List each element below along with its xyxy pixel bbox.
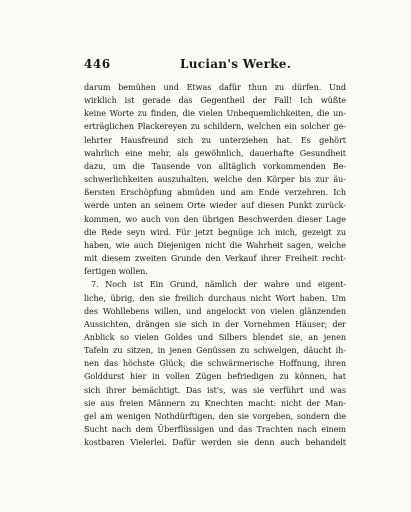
text-line: Anblick so vielen Goldes und Silbers blendet sie, an jenen (84, 331, 346, 342)
page-number: 446 (84, 57, 111, 71)
text-line: des Wohllebens willen, und angelockt von vielen glänzenden (84, 305, 346, 316)
text-line: Golddurst hier in vollen Zügen befriedigen zu können, hat (84, 371, 346, 382)
text-line: sich ihrer bemächtigt. Das ist's, was sie verführt und was (84, 384, 346, 395)
text-line: Aussichten, drängen sie sich in der Vornehmen Häuser; der (84, 318, 346, 329)
text-line: ßersten Erschöpfung abmüden und am Ende verzehren. Ich (84, 187, 346, 198)
text-line: darum bemühen und Etwas dafür thun zu dürfen. Und (84, 82, 346, 92)
text-line: dazu, um die Tausende von alltäglich vorkommenden Be- (84, 160, 346, 171)
body-text (84, 81, 346, 449)
text-line: mit diesem zweiten Grunde den Verkauf ihrer Freiheit recht- (84, 253, 346, 264)
text-line: gel am wenigen Nothdürftigen, den sie vorgeben, sondern die (84, 410, 346, 421)
paragraph-start-line: 7. Noch ist Ein Grund, nämlich der wahre und eigent- (91, 279, 346, 290)
text-line: wahrlich eine mehr, als gewöhnlich, dauerhafte Gesundheit (84, 147, 346, 158)
text-line: keine Worte zu finden, die vielen Unbequemlichkeiten, die un- (84, 108, 346, 119)
text-line: liche, übrig, den sie freilich durchaus nicht Wort haben. Um (84, 292, 346, 303)
page-header (84, 57, 346, 73)
text-line: Tafeln zu sitzen, in jenen Genüssen zu schwelgen, däucht ih- (84, 345, 346, 356)
text-line: schwerlichkeiten auszuhalten, welche den Körper bis zur äu- (84, 174, 346, 185)
text-line: werde unten an seinem Orte wieder auf diesen Punkt zurück- (84, 200, 346, 211)
text-line: fertigen wollen. (84, 266, 148, 277)
text-line: wirklich ist gerade das Gegentheil der Fall! Ich wüßte (84, 95, 346, 106)
running-title: Lucian's Werke. (180, 57, 292, 71)
text-line: Sucht nach dem Überflüssigen und das Trachten nach einem (84, 424, 346, 435)
text-line: kostbaren Vielerlei. Dafür werden sie denn auch behandelt (84, 437, 346, 448)
text-line: lehrter Hausfreund sich zu unterziehen hat. Es gehört (84, 134, 346, 145)
text-line: kommen, wo auch von den übrigen Beschwerden dieser Lage (84, 213, 346, 224)
text-line: sie aus freien Männern zu Knechten macht: nicht der Man- (84, 397, 346, 408)
text-line: haben, wie auch Diejenigen nicht die Wahrheit sagen, welche (84, 239, 346, 250)
text-line: erträglichen Plackereyen zu schildern, welchen ein solcher ge- (84, 121, 346, 132)
text-line: die Rede seyn wird. Für jetzt begnüge ich mich, gezeigt zu (84, 226, 346, 237)
text-line: nen das höchste Glück; die schwärmerische Hoffnung, ihren (84, 358, 346, 369)
